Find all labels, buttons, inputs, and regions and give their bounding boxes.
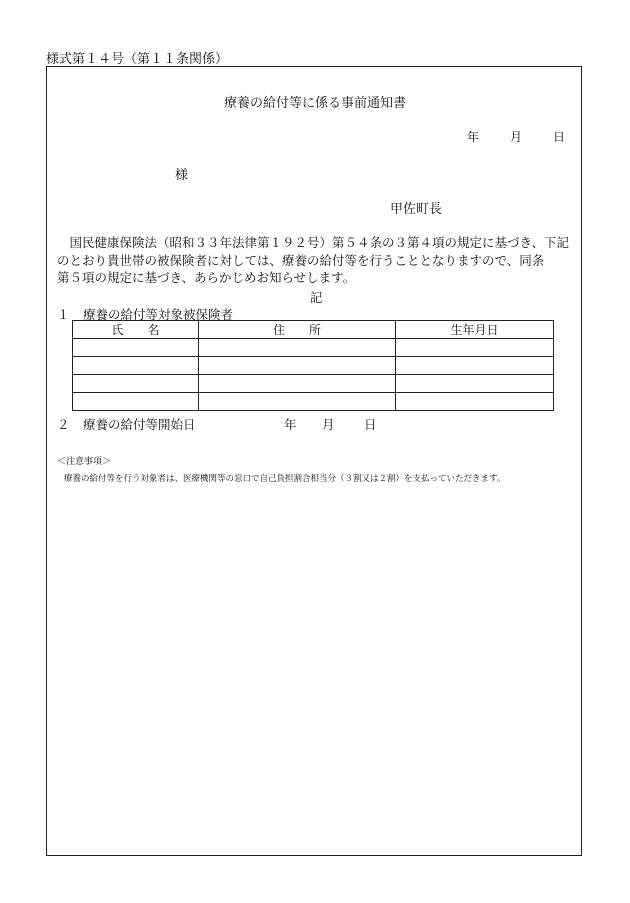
section-2-label: 療養の給付等開始日 xyxy=(83,417,196,432)
start-date-month: 月 xyxy=(322,417,335,432)
insured-persons-table xyxy=(72,320,554,411)
column-header-name: 氏 名 xyxy=(73,321,199,339)
address-cell[interactable] xyxy=(199,357,396,375)
start-date-year: 年 xyxy=(284,417,297,432)
start-date-day: 日 xyxy=(364,417,377,432)
table-row xyxy=(73,375,554,393)
address-cell[interactable] xyxy=(199,339,396,357)
table-row xyxy=(73,357,554,375)
form-label: 様式第１４号（第１１条関係） xyxy=(46,52,229,67)
column-header-birthdate: 生年月日 xyxy=(396,321,554,339)
document-title: 療養の給付等に係る事前通知書 xyxy=(223,96,406,111)
name-cell[interactable] xyxy=(73,339,199,357)
body-line: 第５項の規定に基づき、あらかじめお知らせします。 xyxy=(57,270,356,285)
issue-date xyxy=(467,128,565,145)
address-cell[interactable] xyxy=(199,393,396,411)
birthdate-cell[interactable] xyxy=(396,393,554,411)
name-cell[interactable] xyxy=(73,357,199,375)
body-line: のとおり貴世帯の被保険者に対しては、療養の給付等を行うこととなりますので、同条 xyxy=(57,252,545,268)
table-header-row xyxy=(73,321,554,339)
birthdate-cell[interactable] xyxy=(396,357,554,375)
section-1-label: 療養の給付等対象被保険者 xyxy=(83,307,234,322)
notes-heading: ＜注意事項＞ xyxy=(57,457,112,467)
column-header-address: 住 所 xyxy=(199,321,396,339)
name-cell[interactable] xyxy=(73,375,199,393)
birthdate-cell[interactable] xyxy=(396,339,554,357)
section-2-heading xyxy=(57,415,196,433)
body-line: 国民健康保険法（昭和３３年法律第１９２号）第５４条の３第４項の規定に基づき、下記 xyxy=(57,235,570,250)
recipient-suffix: 様 xyxy=(175,168,189,183)
body-paragraph xyxy=(57,234,577,287)
issue-date-month: 月 xyxy=(509,130,522,144)
sender-name: 甲佐町長 xyxy=(390,202,443,217)
notes-text: 療養の給付等を行う対象者は、医療機関等の窓口で自己負担割合相当分（３割又は２割）を支払っていただきます。 xyxy=(64,474,506,484)
document-frame xyxy=(46,66,582,856)
birthdate-cell[interactable] xyxy=(396,375,554,393)
address-cell[interactable] xyxy=(199,375,396,393)
section-1-number: １ xyxy=(57,307,70,322)
ki-heading: 記 xyxy=(310,290,323,305)
start-date xyxy=(284,415,377,433)
section-2-number: ２ xyxy=(57,417,70,432)
table-row xyxy=(73,339,554,357)
name-cell[interactable] xyxy=(73,393,199,411)
issue-date-year: 年 xyxy=(467,130,480,144)
issue-date-day: 日 xyxy=(552,130,565,144)
table-row xyxy=(73,393,554,411)
